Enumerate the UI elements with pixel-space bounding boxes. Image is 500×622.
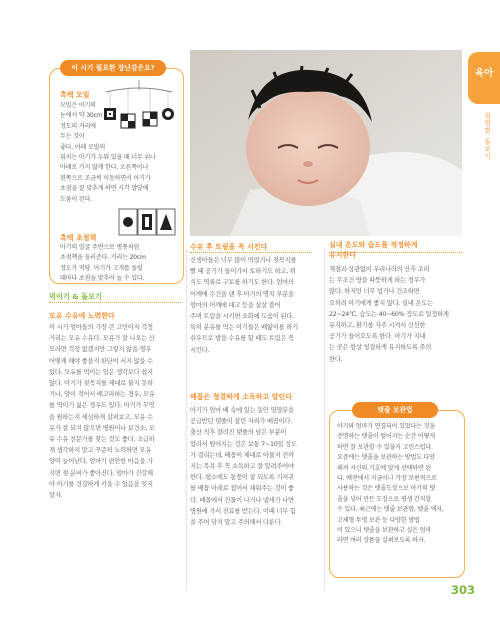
newborn-photo [190,50,462,236]
text-line: 고체형 투명 보관 등 다양한 방법 [337,516,420,524]
text-line: 를 배꼽 아래로 접어서 채워주는 것이 좋 [190,485,294,493]
item1-block [60,90,90,100]
text-line: 양이 늘어난다. 엄마가 편안한 마음을 가 [49,458,153,466]
text-line: 모라면 걱정 없겠지만 그렇지 않을 경우 [49,346,152,354]
text-line: 특히 분유를 먹는 아기들은 배앓이를 하기 [190,324,298,332]
item1-line: 좋다. 아래 모빌의 [60,143,106,151]
item2-line: 초점책을 둘러준다. 거리는 20cm [60,254,146,262]
text-line: 는 무조건 방을 따뜻하게 하는 경우가 [329,277,426,285]
burping-text [190,255,320,356]
text-line: 출산 직후 잘려진 탯줄의 남은 부분이 [190,429,287,437]
text-line: 유 수유 전문가를 찾는 것도 좋다. 조급하 [49,436,155,444]
chapter-tab [468,52,500,104]
text-line: 22~24℃, 습도는 40~60% 정도로 일정하게 [329,310,449,318]
text-line: 사용하는 것은 탯줄도장으로 아기의 탯 [337,485,435,493]
item1-line: 초점을 잘 맞추게 하면 시각 발달에 [60,185,149,193]
item2-line: 때마다 초점을 맞추어 놀 수 있다. [60,275,145,283]
temperature-title: 실내 온도와 습도를 적정하게 유지한다 [329,241,418,259]
item2-line: 정도가 적당. 아기가 고개를 돌릴 [60,264,143,272]
text-line: 증명하는 탯줄이 떨어지는 순간 어떻게 [337,433,435,441]
text-line: 이 있으니 탯줄을 보관하고 싶은 엄마 [337,527,431,535]
text-line: 식도 역류로 구토를 하기도 한다. 엄마의 [190,279,294,287]
item1-line: 위치는 아기가 누워 있을 때 너무 위나 [60,154,156,162]
temperature-text [329,264,463,365]
text-line: 줄을 넣어 만든 도장으로 평생 간직할 [337,495,431,503]
item2-line: 아기의 얼굴 주변으로 병풍처럼 [60,244,140,251]
page-number: 303 [451,583,476,597]
text-line: 빨 때 공기가 들어가서 토하기도 하고, 위 [190,268,296,276]
text-line: 한다. 평소에도 통풍이 잘 되도록 기저귀 [190,474,294,482]
text-line: 계절과 상관없이 우리나라의 산후 조리 [329,266,430,273]
text-line: 주며 트림을 시키면 소화에 도움이 된다. [190,313,294,321]
text-line: 지면 젖 분비가 좋아진다. 엄마가 건강해 [49,469,153,477]
text-line: 요즘에는 탯줄을 보관하는 방법도 다양 [337,454,435,462]
text-line: 병원에 가서 진료를 받는다. 이때 너무 힘 [190,507,296,515]
contrast-book-illustration [118,208,176,238]
breastfeeding-title: 모유 수유에 노력한다 [49,312,115,320]
tip-text [337,422,459,547]
text-line: 하면 잘 보관할 수 있을지 고민스럽다. [337,443,433,451]
item2-text [60,243,182,285]
text-line: 많다. 하지만 너무 덥거나 건조하면 [329,288,420,296]
text-line: 신생아들은 너무 많이 먹었거나 젖꼭지를 [190,257,297,264]
text-line: 다. 배꼽에서 진물이 나거나 냄새가 나면 [190,496,294,504]
text-line: 어떻게 해야 좋을지 판단이 서지 않을 수 [49,357,153,365]
text-line: 게 생각하지 말고 꾸준히 노력하면 모유 [49,447,152,455]
text-line: 가 걸리는데, 배꼽이 제대로 아물지 전까 [190,451,294,459]
text-line: 거리는 모유 수유다. 모유가 잘 나오는 산 [49,335,155,343]
item1-line: 모빌은 아기의 [60,102,96,109]
text-line: 공급받던 탯줄이 잘린 자리가 배꼽이다. [190,418,293,426]
item1-line: 도움이 된다. [60,195,92,203]
text-line: 지는 목욕 후 꼭 소독하고 잘 말려주어야 [190,463,294,471]
text-line: 아기가 엄마 배 속에 있는 동안 영양분을 [190,407,294,414]
text-line: 라면 여러 상품을 살펴보도록 하자. [337,537,426,545]
toy-info-box-title: 이 시기 필요한 장난감은요? [60,60,166,76]
item1-text [60,101,180,205]
text-line: 는 곳은 항상 청결하게 유지하도록 주의 [329,344,432,352]
section-title: 먹이기 & 돌보기 [49,292,102,301]
text-line: 다. 예전에서 지금이나 가장 보편적으로 [337,475,437,483]
item1-line: 정도의 거리에 [60,122,96,130]
text-line: 오히려 아기에게 좋지 않다. 실내 온도는 [329,299,433,307]
text-line: 거나, 양이 적어서 배고파하는 경우, 모유 [49,391,155,399]
text-line: 있다. 모유를 먹이는 일은 생각보다 쉽지 [49,368,153,376]
text-line: 유지하고, 환기를 자주 시켜서 신선한 [329,322,426,330]
navel-title: 배꼽은 청결하게 소독하고 말린다 [190,393,292,401]
section-divider [49,302,181,303]
column-divider [324,250,325,590]
item1-title: 흑백 모빌 [60,91,90,99]
text-line: 한다. [329,355,343,363]
item1-line: 두는 것이 [60,133,85,141]
text-line: 않다. 아기가 젖꼭지를 제대로 물지 못하 [49,380,153,388]
text-line: 해져 자신의 기호에 맞게 선택하면 된 [337,464,431,472]
text-line: 쉬우므로 발을 수유를 할 때도 트림은 꼭 [190,335,294,343]
text-line: 어깨에 수건을 댄 후 아기의 명치 부분을 [190,290,294,298]
text-line: 유가 잘 되지 않으면 병원이나 보건소, 모 [49,424,155,432]
section-divider [190,252,312,253]
text-line: 이 시기 엄마들의 가장 큰 고민이자 걱정 [49,324,153,331]
text-line: 야 아기를 건강하게 키울 수 있음을 잊지 [49,480,153,488]
text-line: 을 원하는지 세심하게 살펴보고, 모유 수 [49,413,153,421]
tip-box-title: 탯줄 보관법 [352,402,438,418]
text-line: 수 있다. 최근에는 탯줄 보관함, 탯줄 액자, [337,506,444,514]
breastfeeding-text [49,322,182,501]
text-line: 말라서 떨어지는 것은 보통 7~10일 정도 [190,440,297,448]
item2-title: 흑백 초점책 [60,234,97,242]
navel-text [190,405,320,528]
item1-line: 아래로 가지 않게 한다. 오른쪽이나 [60,164,149,172]
text-line: 말자. [49,492,63,500]
text-line: 아기와 엄마가 연결되어 있었다는 것을 [337,423,435,430]
text-line: 공기가 들어오도록 한다. 아기가 지내 [329,333,426,341]
text-line: 를 먹이기 싫은 경우도 있다. 아기가 무엇 [49,402,155,410]
chapter-subtitle: 월령별 돌보기 [483,112,491,161]
item1-line: 왼쪽으로 조금씩 이동하면서 아기가 [60,174,151,182]
text-line: 엄마의 어깨에 대고 등을 살살 쓸어 [190,301,281,309]
burping-title: 수유 후 트림을 꼭 시킨다 [190,243,268,251]
column-divider [186,250,187,590]
text-line: 을 주어 닦지 말고 주의해서 다룬다. [190,519,283,527]
text-line: 시킨다. [190,346,210,354]
item1-line: 눈에서 약 30cm [60,112,103,120]
chapter-tab-label: 육아 [474,68,494,79]
